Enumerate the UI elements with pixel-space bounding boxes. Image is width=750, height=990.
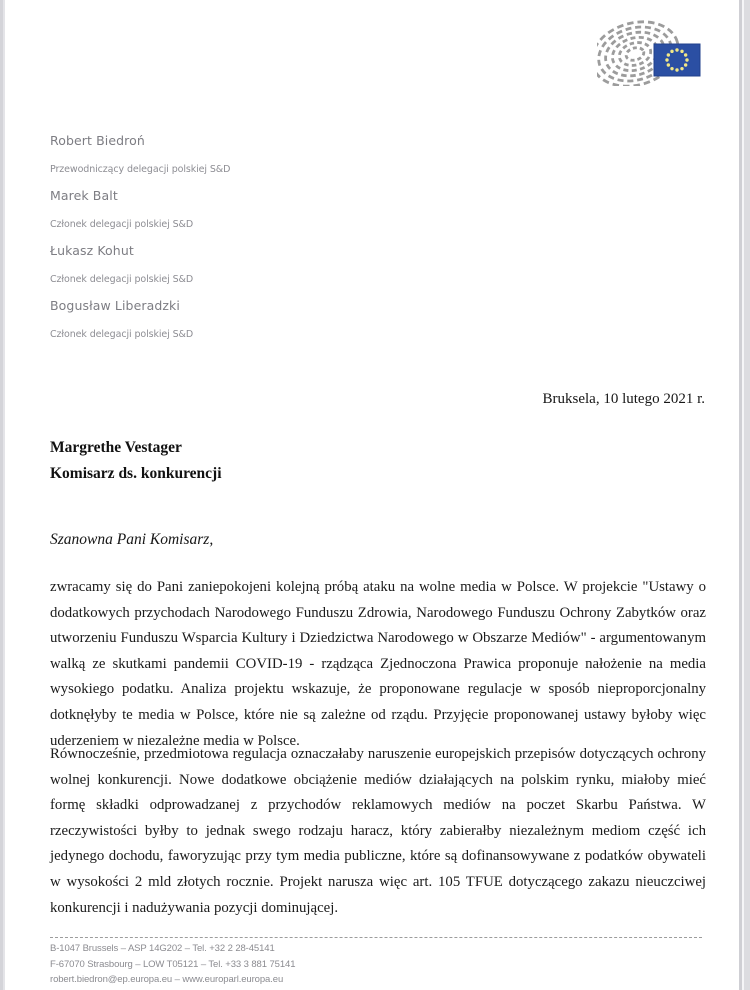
sender-role: Członek delegacji polskiej S&D	[50, 274, 194, 285]
sender-role: Członek delegacji polskiej S&D	[50, 329, 194, 340]
senders-block	[50, 133, 370, 348]
footer-divider	[50, 937, 702, 938]
sender-name: Robert Biedroń	[50, 133, 145, 148]
salutation: Szanowna Pani Komisarz,	[50, 531, 214, 548]
sender-name: Łukasz Kohut	[50, 243, 134, 258]
european-parliament-logo-icon	[597, 14, 703, 86]
dateline: Bruksela, 10 lutego 2021 r.	[542, 391, 705, 407]
sender-role: Członek delegacji polskiej S&D	[50, 219, 194, 230]
footer-address-strasbourg: F-67070 Strasbourg – LOW T05121 – Tel. +33 3 881 75141	[50, 958, 296, 970]
eu-flag-icon	[654, 44, 700, 76]
sender-name: Marek Balt	[50, 188, 118, 203]
page-edge-left	[0, 0, 5, 990]
footer-address-brussels: B-1047 Brussels – ASP 14G202 – Tel. +32 2 28-45141	[50, 943, 275, 954]
footer-contact: robert.biedron@ep.europa.eu – www.europarl.europa.eu	[50, 974, 284, 986]
body-paragraph-1: zwracamy się do Pani zaniepokojeni kolejną próbą ataku na wolne media w Polsce. W projekcie "Ustawy o dodatkowych przychodach Narodowego Funduszu Zdrowia, Narodowego Funduszu Ochrony Zabytków oraz utworzeniu Funduszu Wsparcia Kultury i Dziedzictwa Narodowego w Obszarze Mediów" - argumentowanym walką ze skutkami pandemii COVID-19 - rządząca Zjednoczona Prawica proponuje nałożenie na media wysokiego podatku. Analiza projektu wskazuje, że proponowane regulacje w sposób nieproporcjonalny dotknęłyby te media w Polsce, które nie są zależne od rządu. Przyjęcie proponowanej ustawy byłoby więc uderzeniem w niezależne media w Polsce.	[50, 579, 706, 749]
recipient-block	[50, 435, 222, 487]
sender-name: Bogusław Liberadzki	[50, 298, 180, 313]
recipient-title: Komisarz ds. konkurencji	[50, 465, 222, 482]
page-edge-right	[739, 0, 750, 990]
body-paragraph-2: Równocześnie, przedmiotowa regulacja oznaczałaby naruszenie europejskich przepisów dotyczących ochrony wolnej konkurencji. Nowe dodatkowe obciążenie mediów działających na polskim rynku, miałoby mieć formę składki odprowadzanej z przychodów reklamowych mediów na poczet Skarbu Państwa. W rzeczywistości byłby to jednak swego rodzaju haracz, który zabierałby niezależnym mediom część ich jedynego dochodu, faworyzując przy tym media publiczne, które są dofinansowywane z podatków obywateli w wysokości 2 mld złotych rocznie. Projekt narusza więc art. 105 TFUE dotyczącego zakazu nieuczciwej konkurencji i nadużywania pozycji dominującej.	[50, 746, 706, 916]
footer-block	[50, 941, 295, 988]
sender-role: Przewodniczący delegacji polskiej S&D	[50, 164, 231, 175]
recipient-name: Margrethe Vestager	[50, 439, 182, 456]
